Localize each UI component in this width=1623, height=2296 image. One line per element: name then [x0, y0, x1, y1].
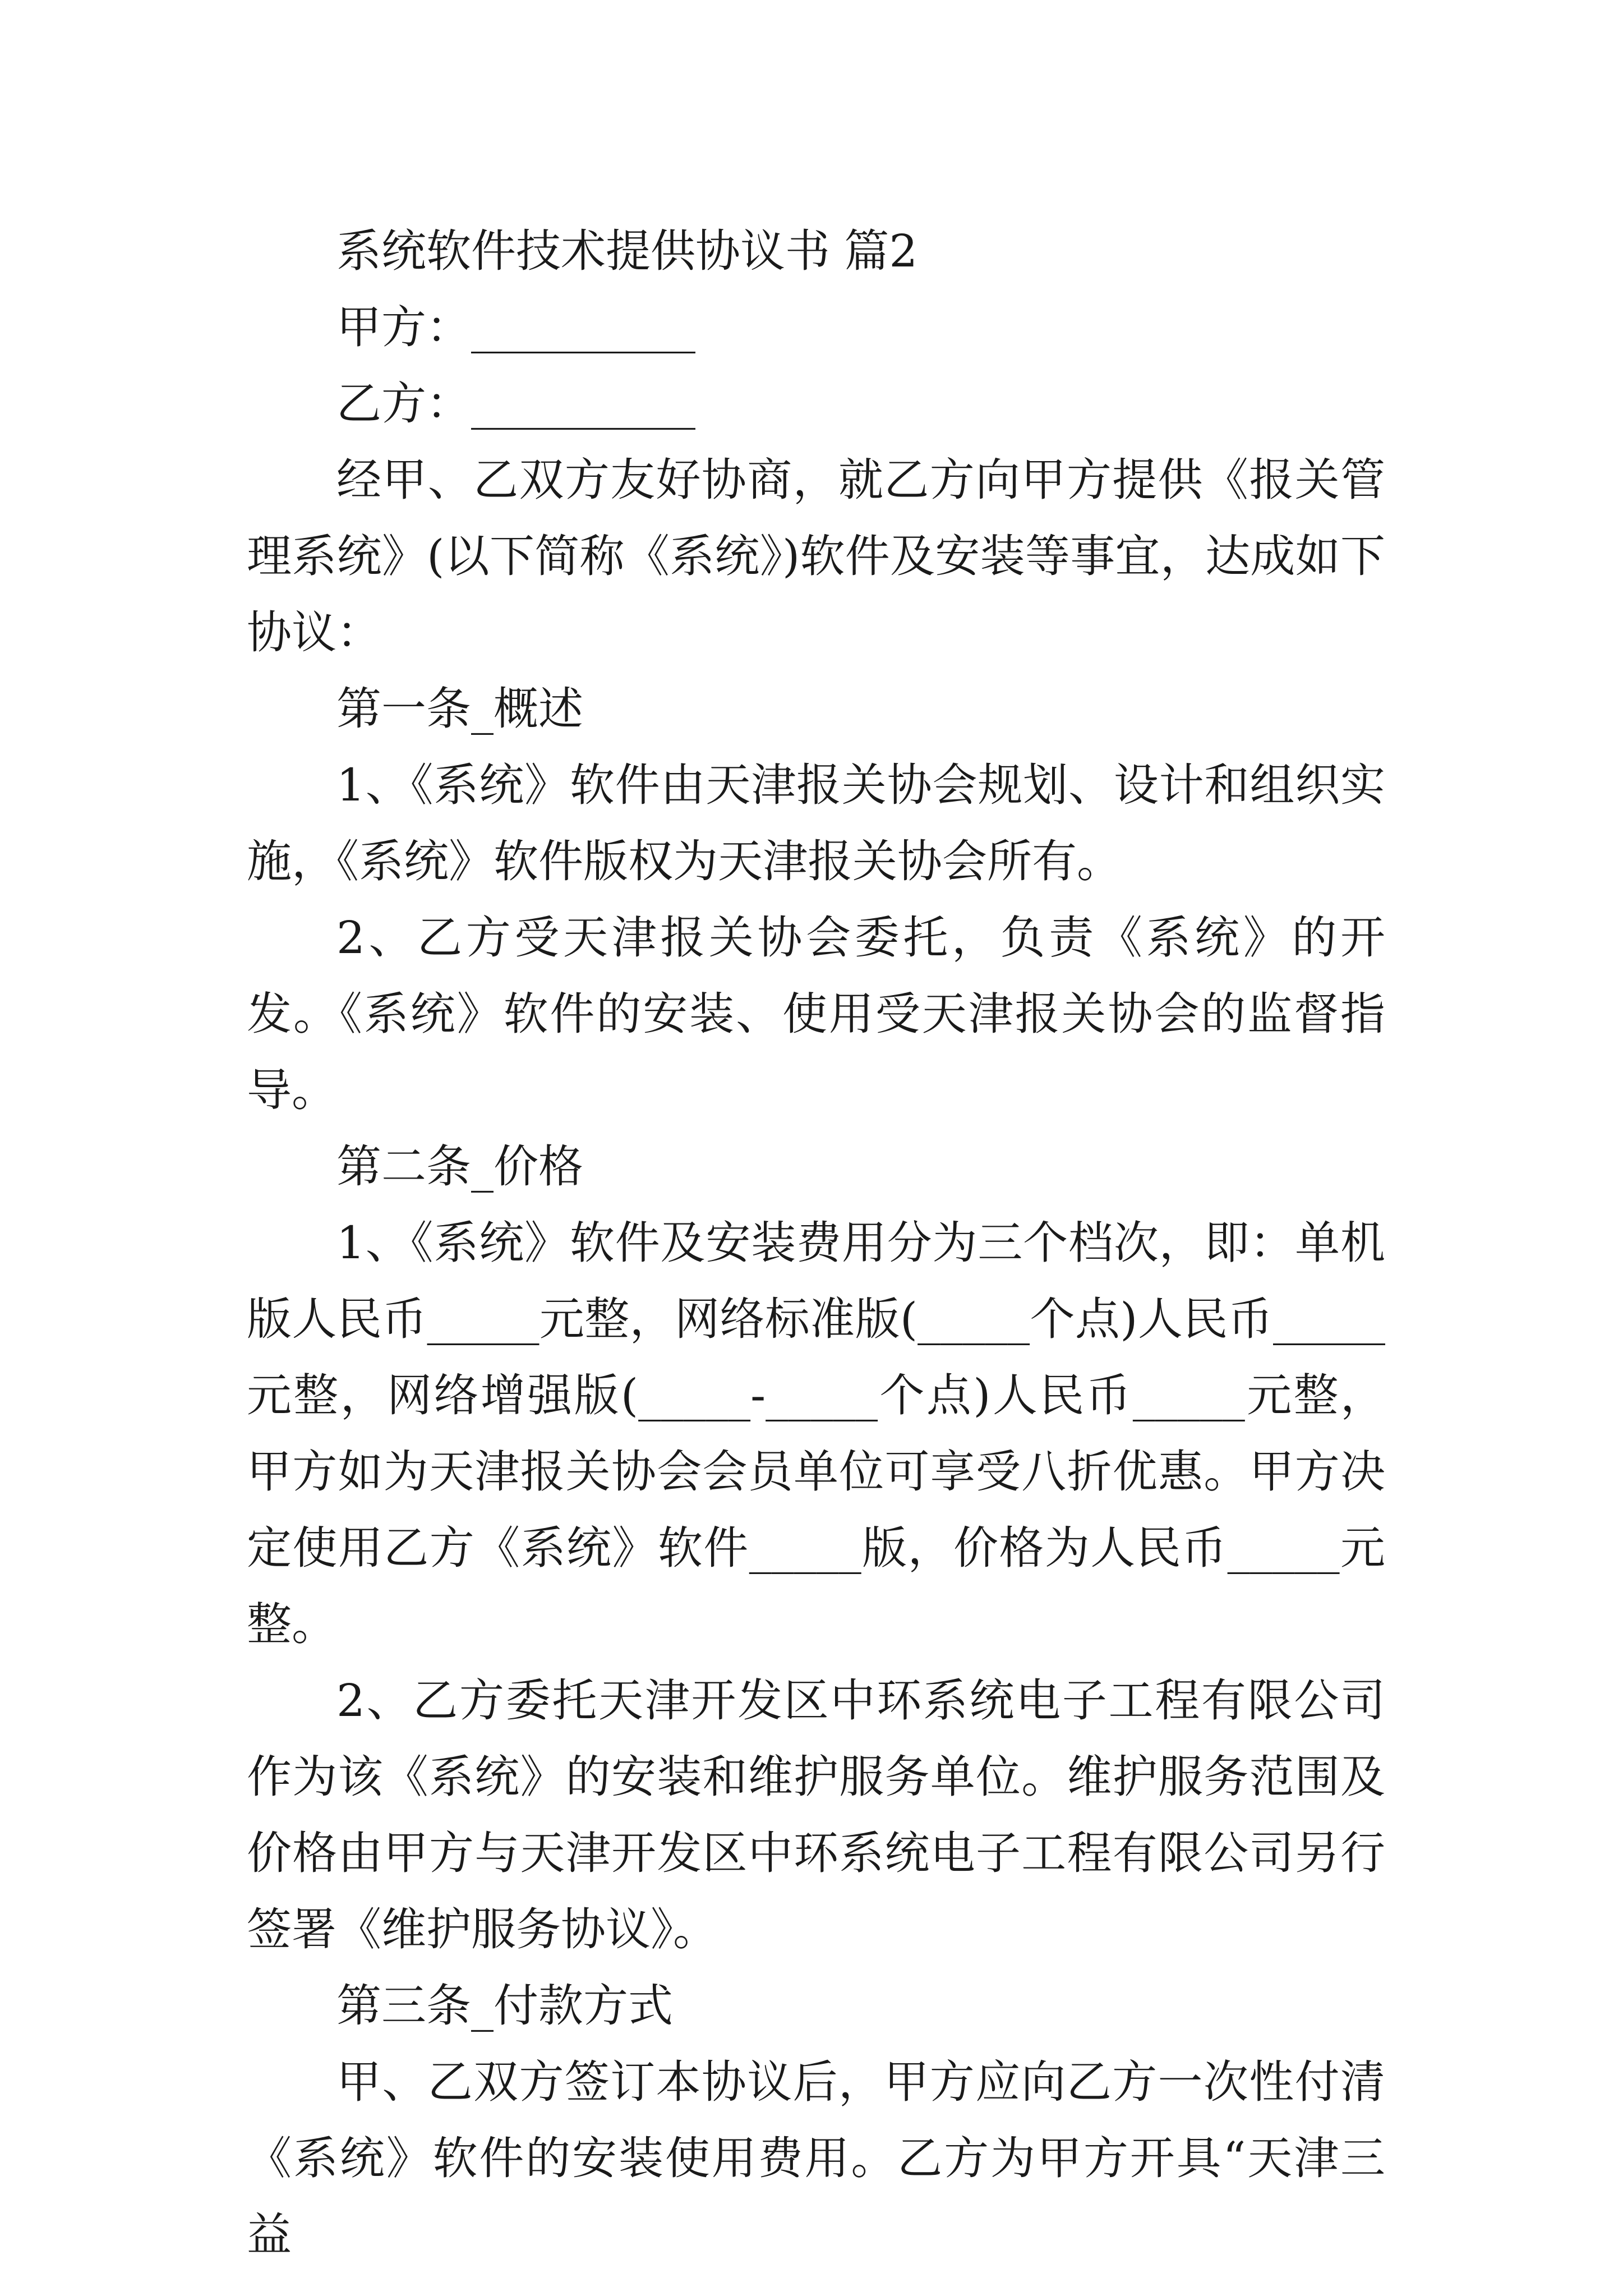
article-3-heading: 第三条_付款方式: [336, 1980, 673, 2032]
party-a-line: 甲方：__________: [336, 301, 695, 353]
intro-paragraph: 经甲、乙双方友好协商，就乙方向甲方提供《报关管理系统》(以下简称《系统》)软件及安装等事宜，达成如下协议：: [247, 454, 1385, 659]
article-2-heading: 第二条_价格: [336, 1140, 583, 1193]
party-b-line: 乙方：__________: [336, 378, 695, 430]
article-2-clause-2: 2、乙方委托天津开发区中环系统电子工程有限公司作为该《系统》的安装和维护服务单位。维护服务范围及价格由甲方与天津开发区中环系统电子工程有限公司另行签署《维护服务协议》。: [247, 1674, 1385, 1955]
document-title: 系统软件技术提供协议书 篇2: [336, 225, 918, 277]
article-3-clause-1: 甲、乙双方签订本协议后，甲方应向乙方一次性付清《系统》软件的安装使用费用。乙方为甲方开具“天津三益: [247, 2056, 1385, 2261]
article-1-heading: 第一条_概述: [336, 683, 583, 735]
article-1-clause-1: 1、《系统》软件由天津报关协会规划、设计和组织实施，《系统》软件版权为天津报关协会所有。: [247, 759, 1385, 887]
document-page: [247, 213, 1385, 2273]
article-2-clause-1: 1、《系统》软件及安装费用分为三个档次，即：单机版人民币_____元整，网络标准版(_____个点)人民币_____元整，网络增强版(_____-_____个点)人民币_____元整，甲方如为天津报关协会会员单位可享受八折优惠。甲方决定使用乙方《系统》软件_____版，价格为人民币_____元整。: [247, 1217, 1385, 1650]
article-1-clause-2: 2、乙方受天津报关协会委托，负责《系统》的开发。《系统》软件的安装、使用受天津报关协会的监督指导。: [247, 912, 1385, 1116]
